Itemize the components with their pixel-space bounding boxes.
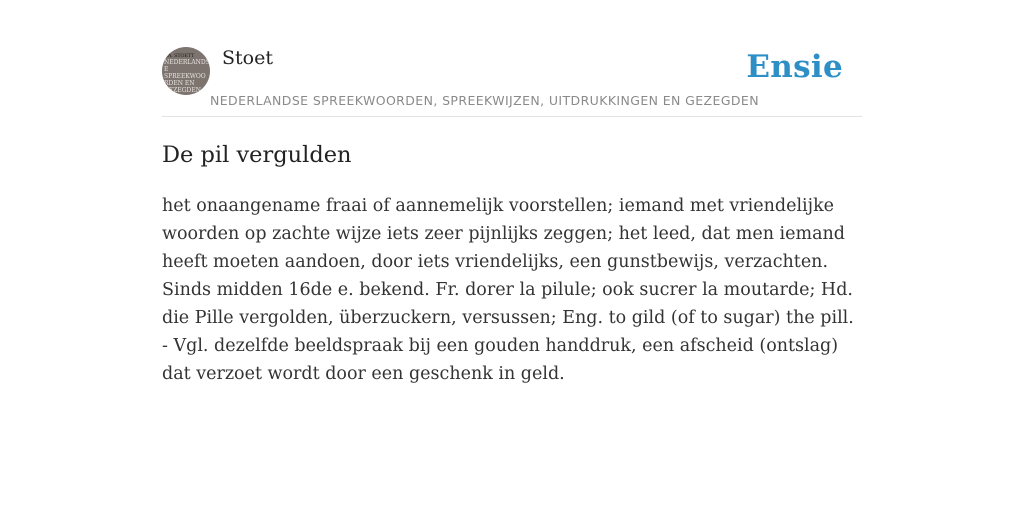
entry-card — [162, 40, 862, 388]
definition-text: het onaangename fraai of aannemelijk voorstellen; iemand met vriendelijke woorden op zachte wijze iets zeer pijnlijks zeggen; het leed, dat men iemand heeft moeten aandoen, door iets vriendelijks, een gunstbewijs, verzachten. Sinds midden 16de e. bekend. Fr. dorer la pilule; ook sucrer la moutarde; Hd. die Pille vergolden, überzuckern, versussen; Eng. to gild (of to sugar) the pill. - Vgl. dezelfde beeldspraak bij een gouden handdruk, een afscheid (ontslag) dat verzoet wordt door een geschenk in geld. — [162, 196, 854, 384]
avatar-cover-text — [164, 53, 210, 94]
header — [162, 40, 862, 117]
avatar-cover-author: F.A. STOETT — [164, 53, 195, 59]
brand-logo[interactable]: Ensie — [746, 49, 843, 85]
author-name[interactable]: Stoet — [222, 47, 273, 69]
page-title: De pil vergulden — [162, 142, 352, 168]
avatar[interactable] — [162, 47, 210, 95]
collection-title[interactable]: NEDERLANDSE SPREEKWOORDEN, SPREEKWIJZEN, UITDRUKKINGEN EN GEZEGDEN — [210, 93, 759, 108]
avatar-cover-title: NEDERLANDSE SPREEKWOORDEN EN GEZEGDEN — [164, 59, 210, 94]
